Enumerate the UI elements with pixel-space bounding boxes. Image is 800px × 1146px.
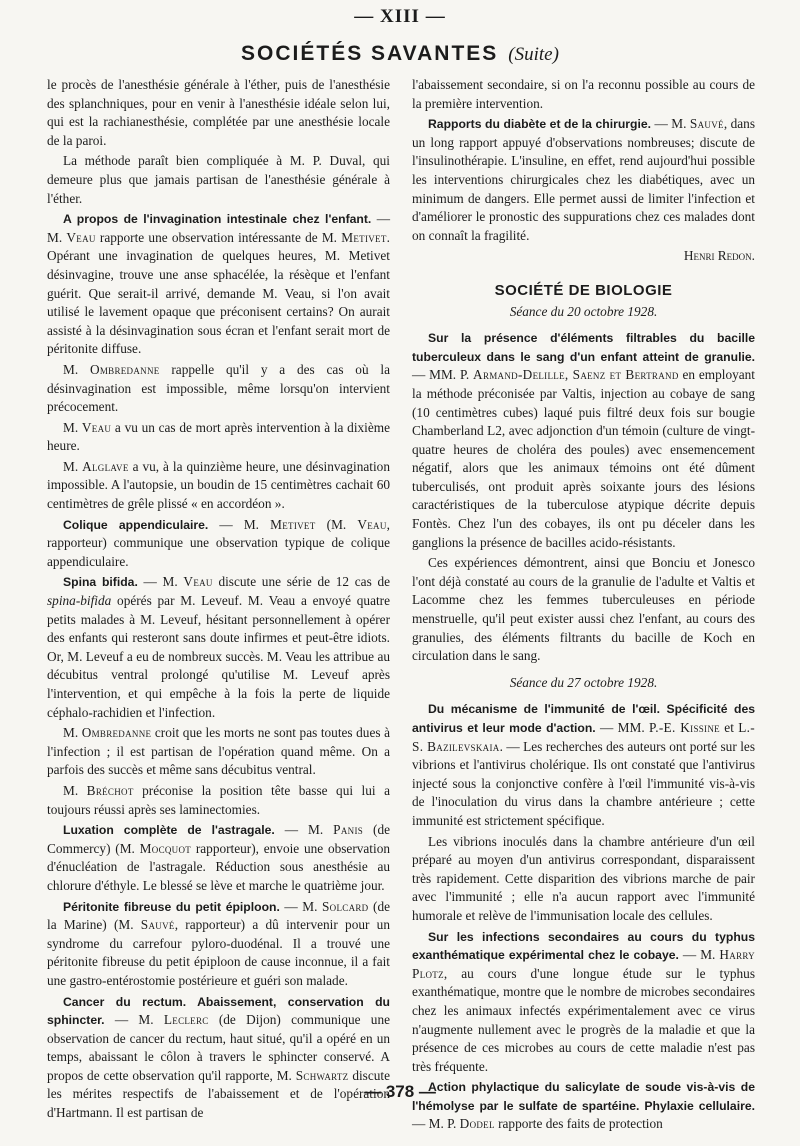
section-heading: Cancer du rectum. Abaissement, conservation du sphincter. xyxy=(47,994,390,1028)
section-heading: Action phylactique du salicylate de soude vis-à-vis de l'hémolyse par le sulfate de spartéine. Phylaxie cellulaire. xyxy=(412,1080,755,1113)
page-number: — 378 — xyxy=(364,1082,436,1101)
page-title xyxy=(0,42,800,66)
paragraph: La méthode paraît bien compliquée à M. P. Duval, qui demeure plus que jamais partisan de l'anesthésie générale à l'éther. xyxy=(47,153,390,206)
section-heading: Sur les infections secondaires au cours du typhus exanthématique expérimental chez le cobaye. xyxy=(412,929,755,963)
section-bacille: Sur la présence d'éléments filtrables du bacille tuberculeux dans le sang d'un enfant atteint de granulie. — MM. P. Armand-Delille, Saenz et Bertrand en employant la méthode préconisée par Valtis, injection au cobaye de sang (10 centimètres cubes) laqué puis filtré deux fois sur bougie Chamberland L2, avec adjonction d'un témoin (culture de vingt-quatre heures de choléra des poules) avec ensemencement négatif, alors que les animaux témoins ont été dûment tuberculisés, ont produit après soixante jours des lésions caractéristiques de la tuberculose atypique décrite depuis Fontès. Chez l'un des cobayes, ils ont pu déceler dans les ganglions la présence de bacilles acido-résistants. xyxy=(412,331,756,550)
paragraph: M. Bréchot préconise la position tête basse qui lui a toujours réussi après ses laminectomies. xyxy=(47,782,390,817)
section-diabete: Rapports du diabète et de la chirurgie. — M. Sauvé, dans un long rapport appuyé d'observations nombreuses; discute de l'insulinothérapie. L'insuline, en effet, rend aujourd'hui possible les interventions chirurgicales chez les diabétiques, avec un minimum de dangers. Elle permet aussi de limiter l'infection et d'améliorer le pronostic des suppurations chez ces malades dont on connaît la fragilité. xyxy=(412,116,756,243)
paragraph: l'abaissement secondaire, si on l'a reconnu possible au cours de la première intervention. xyxy=(412,77,755,111)
paragraph: le procès de l'anesthésie générale à l'éther, puis de l'anesthésie des splanchniques, pour en venir à l'anesthésie idéale selon lui, qui est la rachianesthésie, complétée par une anesthésie locale de la paroi. xyxy=(47,77,390,148)
session-date: Séance du 27 octobre 1928. xyxy=(509,674,658,690)
paragraph: Ces expériences démontrent, ainsi que Bonciu et Jonesco l'ont déjà constaté au cours de la granulie de l'adulte et Valtis et Lacomme chez les femmes tuberculeuses en période menstruelle, qu'il peut exister aussi chez l'enfant, au cours des granulies, des éléments filtrants du bacille de Koch en circulation dans le sang. xyxy=(412,555,755,664)
section-luxation: Luxation complète de l'astragale. — M. Panis (de Commercy) (M. Mocquot rapporteur), envoie une observation d'énucléation de l'astragale. Réduction sous anesthésie au chlorure d'éthyle. Le blessé se lève et marche le quatrième jour. xyxy=(47,822,391,893)
section-heading: Luxation complète de l'astragale. xyxy=(63,823,275,838)
section-peritonite: Péritonite fibreuse du petit épiploon. — M. Solcard (de la Marine) (M. Sauvé, rapporteur) a dû intervenir pour un syndrome du carrefour pyloro-duodénal. Il a trouvé une péritonite fibreuse du petit épiploon de cause inconnue, il a fait une gastro-entérostomie postérieure et guéri son malade. xyxy=(47,898,390,988)
paragraph: M. Ombredanne croit que les morts ne sont pas toutes dues à l'infection ; il est partisan de l'opération quand même. On a parfois des succès et même sans décubitus ventral. xyxy=(47,725,390,778)
title-suite: (Suite) xyxy=(508,44,559,65)
section-cancer-rectum: Cancer du rectum. Abaissement, conservation du sphincter. — M. Leclerc (de Dijon) communique une observation de cancer du rectum, haut situé, qu'il a opéré en un temps, abaissant le côlon à travers le sphincter conservé. A propos de cette observation qu'il rapporte, M. Schwartz discute les mérites respectifs de l'abaissement et de l'opération d'Hartmann. Il est partisan de xyxy=(47,994,391,1121)
section-heading: Spina bifida. xyxy=(63,575,138,590)
page-roman-numeral: — XIII — xyxy=(354,6,446,27)
right-column xyxy=(412,76,755,1136)
section-heading: A propos de l'invagination intestinale chez l'enfant. xyxy=(63,212,372,227)
section-invagination: A propos de l'invagination intestinale chez l'enfant. — M. Veau rapporte une observation intéressante de M. Metivet. Opérant une invagination de quelques heures, M. Metivet désinvagine, trouve une anse sphacélée, la résèque et l'enfant guérit. Que serait-il arrivé, demande M. Veau, si l'on avait utilisé le lavement opaque que préconisent certains? On aurait assisté à la désinvagination sous écran et l'enfant serait mort de péritonite diffuse. xyxy=(47,211,390,357)
society-heading: SOCIÉTÉ DE BIOLOGIE xyxy=(494,281,673,299)
paragraph: Les vibrions inoculés dans la chambre antérieure d'un œil préparé au moyen d'un antivirus correspondant, disparaissent très rapidement. Cette disparition des vibrions marche de pair avec l'immunité ; elle n'a aucun rapport avec l'immunité humorale et relève de l'immunisation locale des cellules. xyxy=(412,833,755,923)
section-typhus: Sur les infections secondaires au cours du typhus exanthématique expérimental chez le cobaye. — M. Harry Plotz, au cours d'une longue étude sur le typhus exanthématique, montre que le nombre de microbes secondaires chez les animaux infectés expérimentalement avec ce virus n'augmente nullement avec le progrès de la maladie et que la présence de ces microbes au cours de cette maladie n'est pas très fréquente. xyxy=(412,929,755,1074)
section-heading: Sur la présence d'éléments filtrables du bacille tuberculeux dans le sang d'un enfant atteint de granulie. xyxy=(412,331,755,364)
session-date: Séance du 20 octobre 1928. xyxy=(509,303,658,319)
author-signature: Henri Redon. xyxy=(683,248,755,264)
paragraph: M. Veau a vu un cas de mort après intervention à la dixième heure. xyxy=(47,419,390,454)
section-heading: Colique appendiculaire. xyxy=(63,517,209,532)
section-heading: Péritonite fibreuse du petit épiploon. xyxy=(63,899,280,914)
left-column xyxy=(47,76,390,1125)
section-salicylate: Action phylactique du salicylate de soude vis-à-vis de l'hémolyse par le sulfate de spartéine. Phylaxie cellulaire. — M. P. Dodel rapporte des faits de protection xyxy=(412,1080,755,1132)
section-heading: Rapports du diabète et de la chirurgie. xyxy=(428,117,652,132)
paragraph: M. Alglave a vu, à la quinzième heure, une désinvagination impossible. A l'autopsie, un boudin de 15 centimètres cachait 60 centimètres de grêle plissé « en accordéon ». xyxy=(47,458,390,512)
section-colique: Colique appendiculaire. — M. Metivet (M. Veau, rapporteur) communique une observation typique de colique appendiculaire. xyxy=(47,516,390,569)
paragraph: M. Ombredanne rappelle qu'il y a des cas où la désinvagination est impossible, même lorsqu'on intervient précocement. xyxy=(47,361,390,415)
section-heading: Du mécanisme de l'immunité de l'œil. Spécificité des antivirus et leur mode d'action. xyxy=(412,702,755,735)
section-immunite: Du mécanisme de l'immunité de l'œil. Spécificité des antivirus et leur mode d'action. — MM. P.-E. Kissine et L.-S. Bazilevskaia. — Les recherches des auteurs ont porté sur les vibrions et l'antivirus cholérique. Ils ont constaté que l'antivirus injecté sous la conjonctive confère à l'œil l'immunité vis-à-vis de l'inoculation du virus dans la chambre antérieure ; cette immunité est strictement spécifique. xyxy=(412,702,756,828)
title-text: SOCIÉTÉS SAVANTES xyxy=(241,42,499,65)
section-spina-bifida: Spina bifida. — M. Veau discute une série de 12 cas de spina-bifida opérés par M. Leveuf. M. Veau a envoyé quatre petits malades à M. Leveuf, hésitant personnellement à opérer des enfants qui resteront sans doute infirmes et peut-être idiots. Or, M. Leveuf a eu de nombreux succès. M. Veau les attribue au décubitus ventral prolongé qu'utilise M. Leveuf après l'intervention, et qui empêche à la fois la perte de liquide céphalo-rachidien et l'infection. xyxy=(47,574,391,720)
